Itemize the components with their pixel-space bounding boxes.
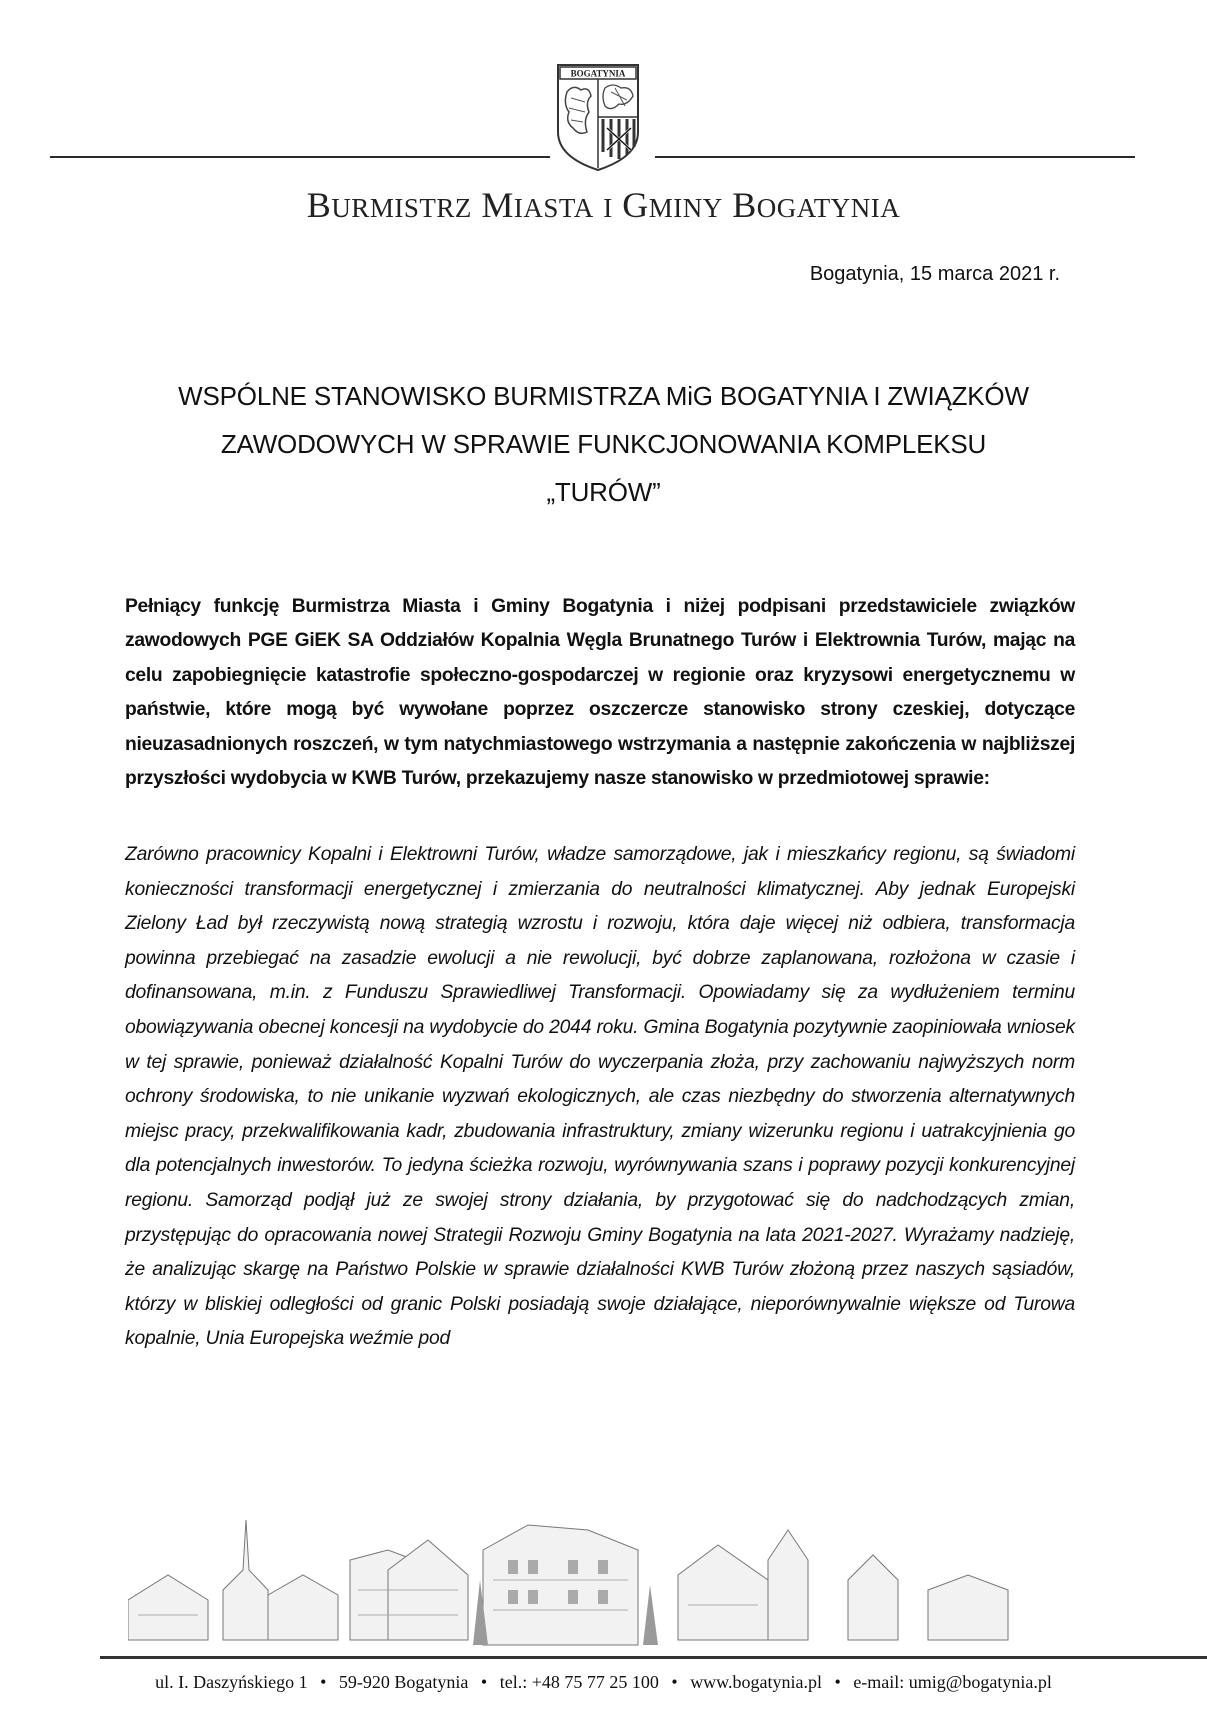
footer-address: ul. I. Daszyńskiego 1: [155, 1672, 308, 1692]
document-title: [120, 372, 1087, 516]
title-line: „TURÓW”: [546, 477, 661, 507]
separator-dot: •: [480, 1672, 488, 1692]
title-line: ZAWODOWYCH W SPRAWIE FUNKCJONOWANIA KOMPLEKSU: [220, 429, 987, 459]
letterhead-title: BURMISTRZ MIASTA I GMINY BOGATYNIA: [306, 185, 901, 225]
separator-dot: •: [671, 1672, 678, 1692]
town-skyline-illustration: [128, 1520, 1088, 1650]
crest-label: BOGATYNIA: [570, 68, 626, 79]
footer-postal: 59-920 Bogatynia: [338, 1672, 469, 1692]
title-line: WSPÓLNE STANOWISKO BURMISTRZA MiG BOGATYNIA I ZWIĄZKÓW: [178, 381, 1029, 411]
footer-phone: tel.: +48 75 77 25 100: [499, 1672, 659, 1692]
footer-contact: [0, 1672, 1207, 1693]
footer-website-link[interactable]: www.bogatynia.pl: [690, 1672, 822, 1692]
coat-of-arms-icon: [555, 62, 641, 172]
body-paragraph: Zarówno pracownicy Kopalni i Elektrowni Turów, władze samorządowe, jak i mieszkańcy regionu, są świadomi konieczności transformacji energetycznej i zmierzania do neutralności klimatycznej. Aby jednak Europejski Zielony Ład był rzeczywistą nową strategią wzrostu i rozwoju, która daje więcej niż odbiera, transformacja powinna przebiegać na zasadzie ewolucji a nie rewolucji, być dobrze zaplanowana, rozłożona w czasie i dofinansowana, m.in. z Funduszu Sprawiedliwej Transformacji. Opowiadamy się za wydłużeniem terminu obowiązywania obecnej koncesji na wydobycie do 2044 roku. Gmina Bogatynia pozytywnie zaopiniowała wniosek w tej sprawie, ponieważ działalność Kopalni Turów do wyczerpania złoża, przy zachowaniu najwyższych norm ochrony środowiska, to nie unikanie wyzwań ekologicznych, ale czas niezbędny do stworzenia alternatywnych miejsc pracy, przekwalifikowania kadr, zbudowania infrastruktury, zmiany wizerunku regionu i uatrakcyjnienia go dla potencjalnych inwestorów. To jedyna ścieżka rozwoju, wyrównywania szans i poprawy pozycji konkurencyjnej regionu. Samorząd podjął już ze swojej strony działania, by przygotować się do nadchodzących zmian, przystępując do opracowania nowej Strategii Rozwoju Gminy Bogatynia na lata 2021-2027. Wyrażamy nadzieję, że analizując skargę na Państwo Polskie w sprawie działalności KWB Turów złożoną przez naszych sąsiadów, którzy w bliskiej odległości od granic Polski posiadają swoje działające, nieporównywalnie większe od Turowa kopalnie, Unia Europejska weźmie pod: [125, 844, 1075, 1350]
separator-dot: •: [834, 1672, 841, 1692]
intro-paragraph: Pełniący funkcję Burmistrza Miasta i Gminy Bogatynia i niżej podpisani przedstawiciele związków zawodowych PGE GiEK SA Oddziałów Kopalnia Węgla Brunatnego Turów i Elektrownia Turów, mając na celu zapobiegnięcie katastrofie społeczno-gospodarczej w regionie oraz kryzysowi energetycznemu w państwie, które mogą być wywołane poprzez oszczercze stanowisko strony czeskiej, dotyczące nieuzasadnionych roszczeń, w tym natychmiastowego wstrzymania a następnie zakończenia w najbliższej przyszłości wydobycia w KWB Turów, przekazujemy nasze stanowisko w przedmiotowej sprawie:: [125, 596, 1075, 790]
footer-rule: [100, 1656, 1207, 1659]
document-date: Bogatynia, 15 marca 2021 r.: [809, 263, 1060, 285]
header-rule-left: [50, 156, 550, 158]
footer-email-link[interactable]: e-mail: umig@bogatynia.pl: [853, 1672, 1052, 1692]
separator-dot: •: [320, 1672, 327, 1692]
header-rule-right: [655, 156, 1135, 158]
